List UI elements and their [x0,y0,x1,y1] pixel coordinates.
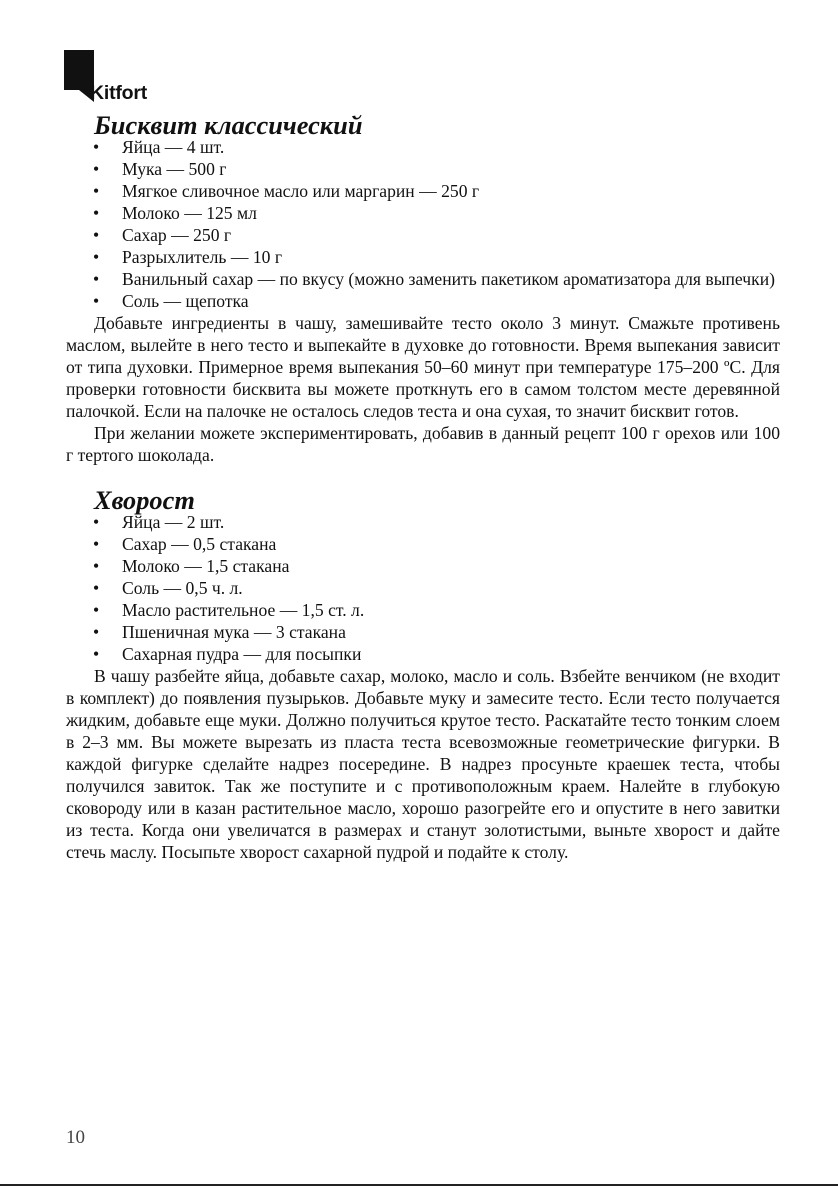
brand-name: Kitfort [90,82,148,104]
ingredient-text: Соль — 0,5 ч. л. [122,578,243,598]
instructions-paragraph: Добавьте ингредиенты в чашу, замешивайте тесто около 3 минут. Смажьте противень маслом, вылейте в него тесто и выпекайте в духовке до готовности. Время выпекания зависит от типа духовки. Примерное время выпекания 50–60 минут при температуре 175–200 ºС. Для проверки готовности бисквита вы можете проткнуть его в самом толстом месте деревянной палочкой. Если на палочке не осталось следов теста и она сухая, то значит бисквит готов. [66,313,780,421]
ingredient-item [66,268,780,290]
ingredient-text: Сахар — 250 г [122,225,232,245]
bullet-icon: • [93,203,100,223]
instructions-paragraph: В чашу разбейте яйца, добавьте сахар, молоко, масло и соль. Взбейте венчиком (не входит в комплект) до появления пузырьков. Добавьте муку и замесите тесто. Если тесто получается жидким, добавьте еще муки. Должно получиться крутое тесто. Раскатайте тесто тонким слоем в 2–3 мм. Вы можете вырезать из пласта теста всевозможные геометрические фигурки. В каждой фигурке сделайте надрез посередине. В надрез просуньте краешек теста, чтобы получился завиток. Так же поступите и с противоположным краем. Налейте в глубокую сковороду или в казан растительное масло, хорошо разогрейте его и опустите в него завитки из теста. Когда они увеличатся в размерах и станут золотистыми, выньте хворост и дайте стечь маслу. Посыпьте хворост сахарной пудрой и подайте к столу. [66,666,780,862]
ingredient-text: Сахар — 0,5 стакана [122,534,277,554]
ingredient-item [66,599,780,621]
ingredient-text: Соль — щепотка [122,291,249,311]
bullet-icon: • [93,622,100,642]
bottom-divider [0,1184,838,1186]
ingredient-item [66,202,780,224]
bullet-icon: • [93,137,100,157]
ingredient-item [66,533,780,555]
bullet-icon: • [93,534,100,554]
recipe-title: Хворост [94,485,195,515]
ingredient-list [66,136,780,312]
page-content [66,110,780,863]
ingredient-item [66,158,780,180]
ingredient-text: Мука — 500 г [122,159,227,179]
bullet-icon: • [93,644,100,664]
ingredient-text: Сахарная пудра — для посыпки [122,644,362,664]
bullet-icon: • [93,556,100,576]
brand-logo [64,50,147,102]
recipe-biscuit [66,110,780,466]
ingredient-item [66,621,780,643]
ingredient-item [66,180,780,202]
bullet-icon: • [93,512,100,532]
ingredient-text: Молоко — 1,5 стакана [122,556,290,576]
ingredient-item [66,577,780,599]
recipe-title: Бисквит классический [94,110,363,140]
ingredient-item [66,555,780,577]
ingredient-text: Яйца — 4 шт. [122,137,225,157]
ingredient-item [66,643,780,665]
bullet-icon: • [93,181,100,201]
ingredient-text: Мягкое сливочное масло или маргарин — 250 г [122,181,480,201]
bullet-icon: • [93,225,100,245]
ingredient-text: Разрыхлитель — 10 г [122,247,283,267]
ingredient-text: Яйца — 2 шт. [122,512,225,532]
ingredient-text: Ванильный сахар — по вкусу (можно заменить пакетиком ароматизатора для выпечки) [122,269,775,289]
bullet-icon: • [93,159,100,179]
bullet-icon: • [93,247,100,267]
ingredient-item [66,246,780,268]
bullet-icon: • [93,291,100,311]
ingredient-text: Масло растительное — 1,5 ст. л. [122,600,365,620]
bullet-icon: • [93,600,100,620]
instructions-paragraph: При желании можете экспериментировать, добавив в данный рецепт 100 г орехов или 100 г тертого шоколада. [66,423,780,465]
bullet-icon: • [93,269,100,289]
page-number: 10 [66,1127,85,1148]
bullet-icon: • [93,578,100,598]
ingredient-text: Молоко — 125 мл [122,203,257,223]
ingredient-item [66,224,780,246]
ingredient-item [66,511,780,533]
recipe-khvorost [66,485,780,863]
ingredient-text: Пшеничная мука — 3 стакана [122,622,346,642]
ingredient-list [66,511,780,665]
ingredient-item [66,290,780,312]
ingredient-item [66,136,780,158]
